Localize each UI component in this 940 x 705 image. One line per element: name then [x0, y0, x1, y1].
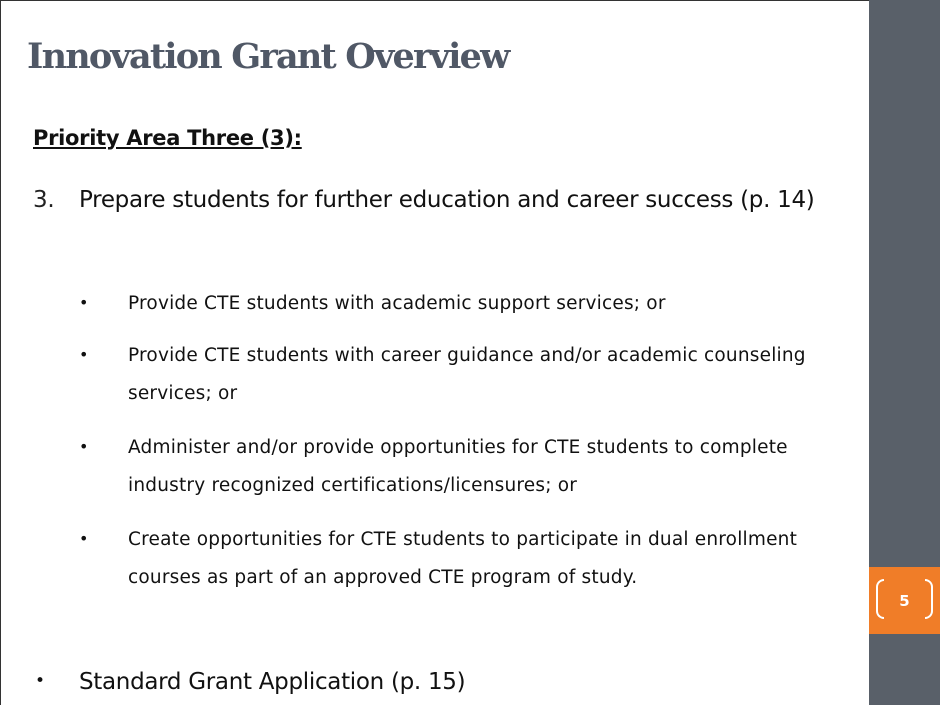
list-item: [79, 337, 859, 413]
bullet-icon: •: [35, 671, 45, 691]
bullet-icon: •: [79, 345, 89, 364]
list-item-text: Administer and/or provide opportunities for CTE students to complete industry recognized certifications/licensures; or: [128, 437, 788, 496]
list-item-text: Provide CTE students with career guidance and/or academic counseling services; or: [128, 345, 806, 404]
bullet-icon: •: [79, 529, 89, 548]
standard-application-item: [33, 662, 853, 702]
list-item: [79, 285, 859, 323]
right-bracket-icon: [925, 579, 933, 619]
bullet-icon: •: [79, 293, 89, 312]
slide-title: Innovation Grant Overview: [27, 36, 509, 77]
priority-heading: Priority Area Three (3):: [33, 126, 302, 150]
item-text: Prepare students for further education and career success (p. 14): [79, 187, 815, 213]
numbered-item: [33, 180, 853, 220]
list-item: [79, 429, 859, 505]
list-item-text: Create opportunities for CTE students to participate in dual enrollment courses as part of an approved CTE program of study.: [128, 529, 798, 588]
page-number-box: [869, 567, 940, 634]
page-number: 5: [899, 591, 910, 610]
standard-application-text: Standard Grant Application (p. 15): [79, 669, 466, 695]
list-item-text: Provide CTE students with academic support services; or: [128, 293, 666, 314]
item-number: 3.: [33, 187, 55, 213]
bullet-icon: •: [79, 437, 89, 456]
list-item: [79, 521, 859, 597]
